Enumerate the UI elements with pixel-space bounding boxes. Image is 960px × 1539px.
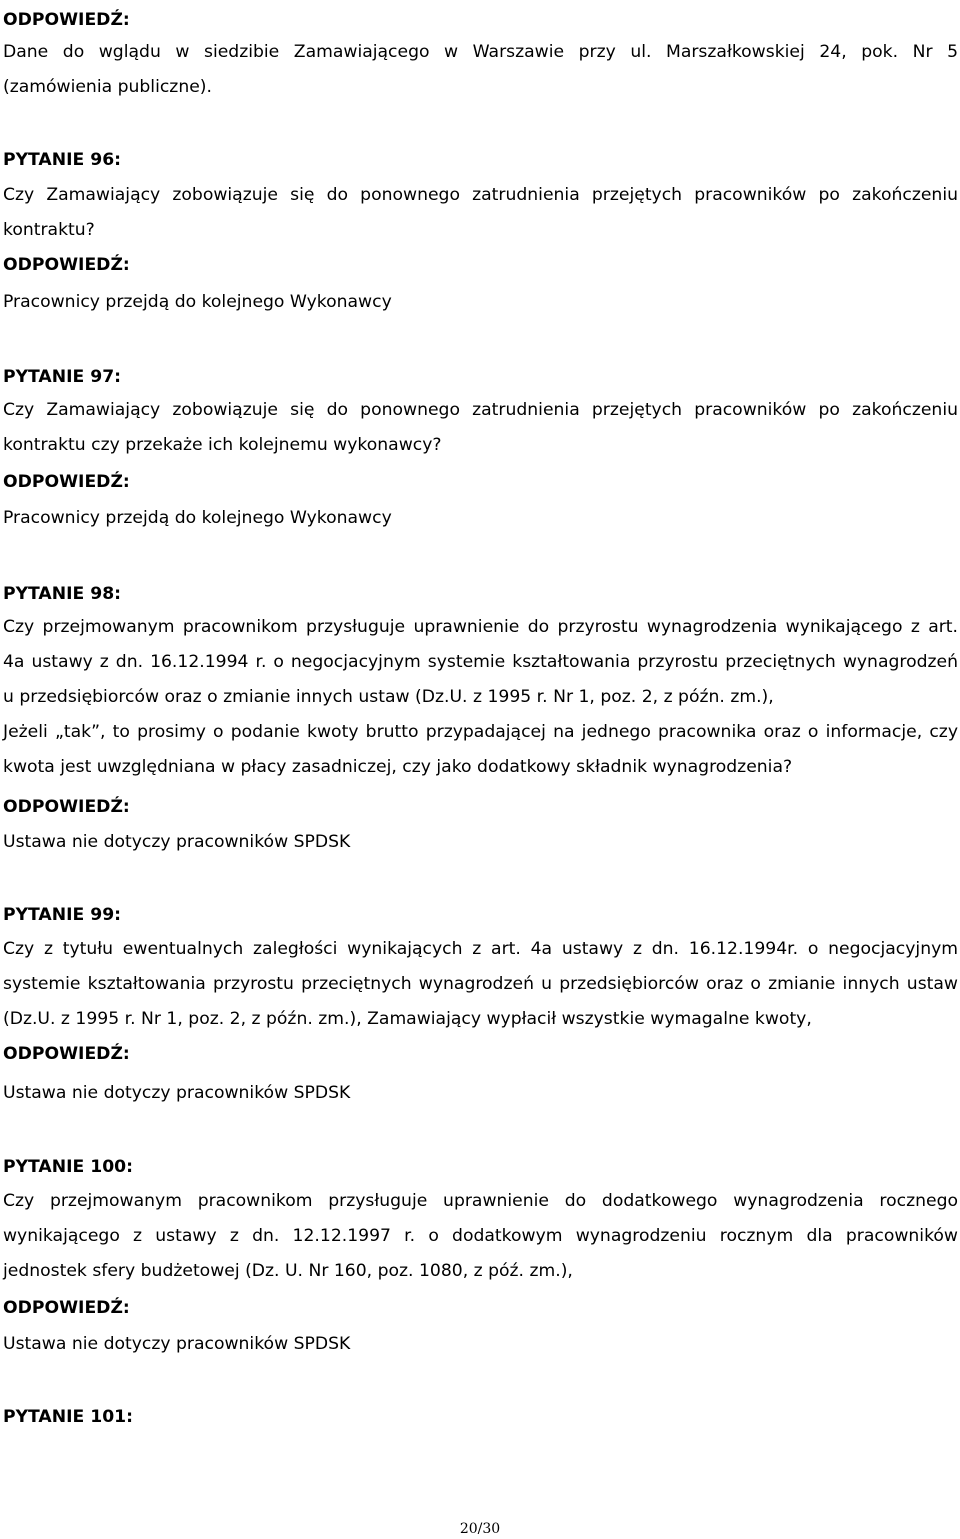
paragraph-line: 4a ustawy z dn. 16.12.1994 r. o negocjacyjnym systemie kształtowania przyrostu przeciętnych wynagrodzeń (3, 652, 958, 672)
answer-label: ODPOWIEDŹ: (3, 255, 130, 275)
paragraph-line: kontraktu? (3, 220, 95, 240)
paragraph-line: Czy przejmowanym pracownikom przysługuje uprawnienie do dodatkowego wynagrodzenia rocznego (3, 1191, 958, 1211)
paragraph-line: Ustawa nie dotyczy pracowników SPDSK (3, 1334, 351, 1354)
paragraph-line: Czy Zamawiający zobowiązuje się do ponownego zatrudnienia przejętych pracowników po zakończeniu (3, 185, 958, 205)
question-heading: PYTANIE 96: (3, 150, 122, 170)
paragraph-line: Dane do wglądu w siedzibie Zamawiającego w Warszawie przy ul. Marszałkowskiej 24, pok. Nr 5 (3, 42, 958, 62)
question-heading: PYTANIE 99: (3, 905, 122, 925)
paragraph-line: wynikającego z ustawy z dn. 12.12.1997 r. o dodatkowym wynagrodzeniu rocznym dla pracowników (3, 1226, 958, 1246)
paragraph-line: (zamówienia publiczne). (3, 77, 212, 97)
question-heading: PYTANIE 100: (3, 1157, 133, 1177)
page-number: 20/30 (459, 1521, 501, 1537)
paragraph-line: Pracownicy przejdą do kolejnego Wykonawcy (3, 508, 392, 528)
paragraph-line: Czy z tytułu ewentualnych zaległości wynikających z art. 4a ustawy z dn. 16.12.1994r. o negocjacyjnym (3, 939, 958, 959)
answer-label: ODPOWIEDŹ: (3, 10, 130, 30)
paragraph-line: u przedsiębiorców oraz o zmianie innych ustaw (Dz.U. z 1995 r. Nr 1, poz. 2, z późn. zm.), (3, 687, 774, 707)
question-heading: PYTANIE 98: (3, 584, 122, 604)
paragraph-line: Czy przejmowanym pracownikom przysługuje uprawnienie do przyrostu wynagrodzenia wynikającego z art. (3, 617, 958, 637)
paragraph-line: Jeżeli „tak”, to prosimy o podanie kwoty brutto przypadającej na jednego pracownika oraz o informacje, czy (3, 722, 958, 742)
answer-label: ODPOWIEDŹ: (3, 1044, 130, 1064)
paragraph-line: jednostek sfery budżetowej (Dz. U. Nr 160, poz. 1080, z póź. zm.), (3, 1261, 573, 1281)
question-heading: PYTANIE 97: (3, 367, 122, 387)
paragraph-line: kontraktu czy przekaże ich kolejnemu wykonawcy? (3, 435, 442, 455)
paragraph-line: Ustawa nie dotyczy pracowników SPDSK (3, 1083, 351, 1103)
answer-label: ODPOWIEDŹ: (3, 797, 130, 817)
question-heading: PYTANIE 101: (3, 1407, 133, 1427)
paragraph-line: systemie kształtowania przyrostu przeciętnych wynagrodzeń u przedsiębiorców oraz o zmianie innych ustaw (3, 974, 958, 994)
answer-label: ODPOWIEDŹ: (3, 472, 130, 492)
paragraph-line: Czy Zamawiający zobowiązuje się do ponownego zatrudnienia przejętych pracowników po zakończeniu (3, 400, 958, 420)
answer-label: ODPOWIEDŹ: (3, 1298, 130, 1318)
paragraph-line: Pracownicy przejdą do kolejnego Wykonawcy (3, 292, 392, 312)
paragraph-line: (Dz.U. z 1995 r. Nr 1, poz. 2, z późn. zm.), Zamawiający wypłacił wszystkie wymagalne kwoty, (3, 1009, 812, 1029)
paragraph-line: Ustawa nie dotyczy pracowników SPDSK (3, 832, 351, 852)
paragraph-line: kwota jest uwzględniana w płacy zasadniczej, czy jako dodatkowy składnik wynagrodzenia? (3, 757, 793, 777)
